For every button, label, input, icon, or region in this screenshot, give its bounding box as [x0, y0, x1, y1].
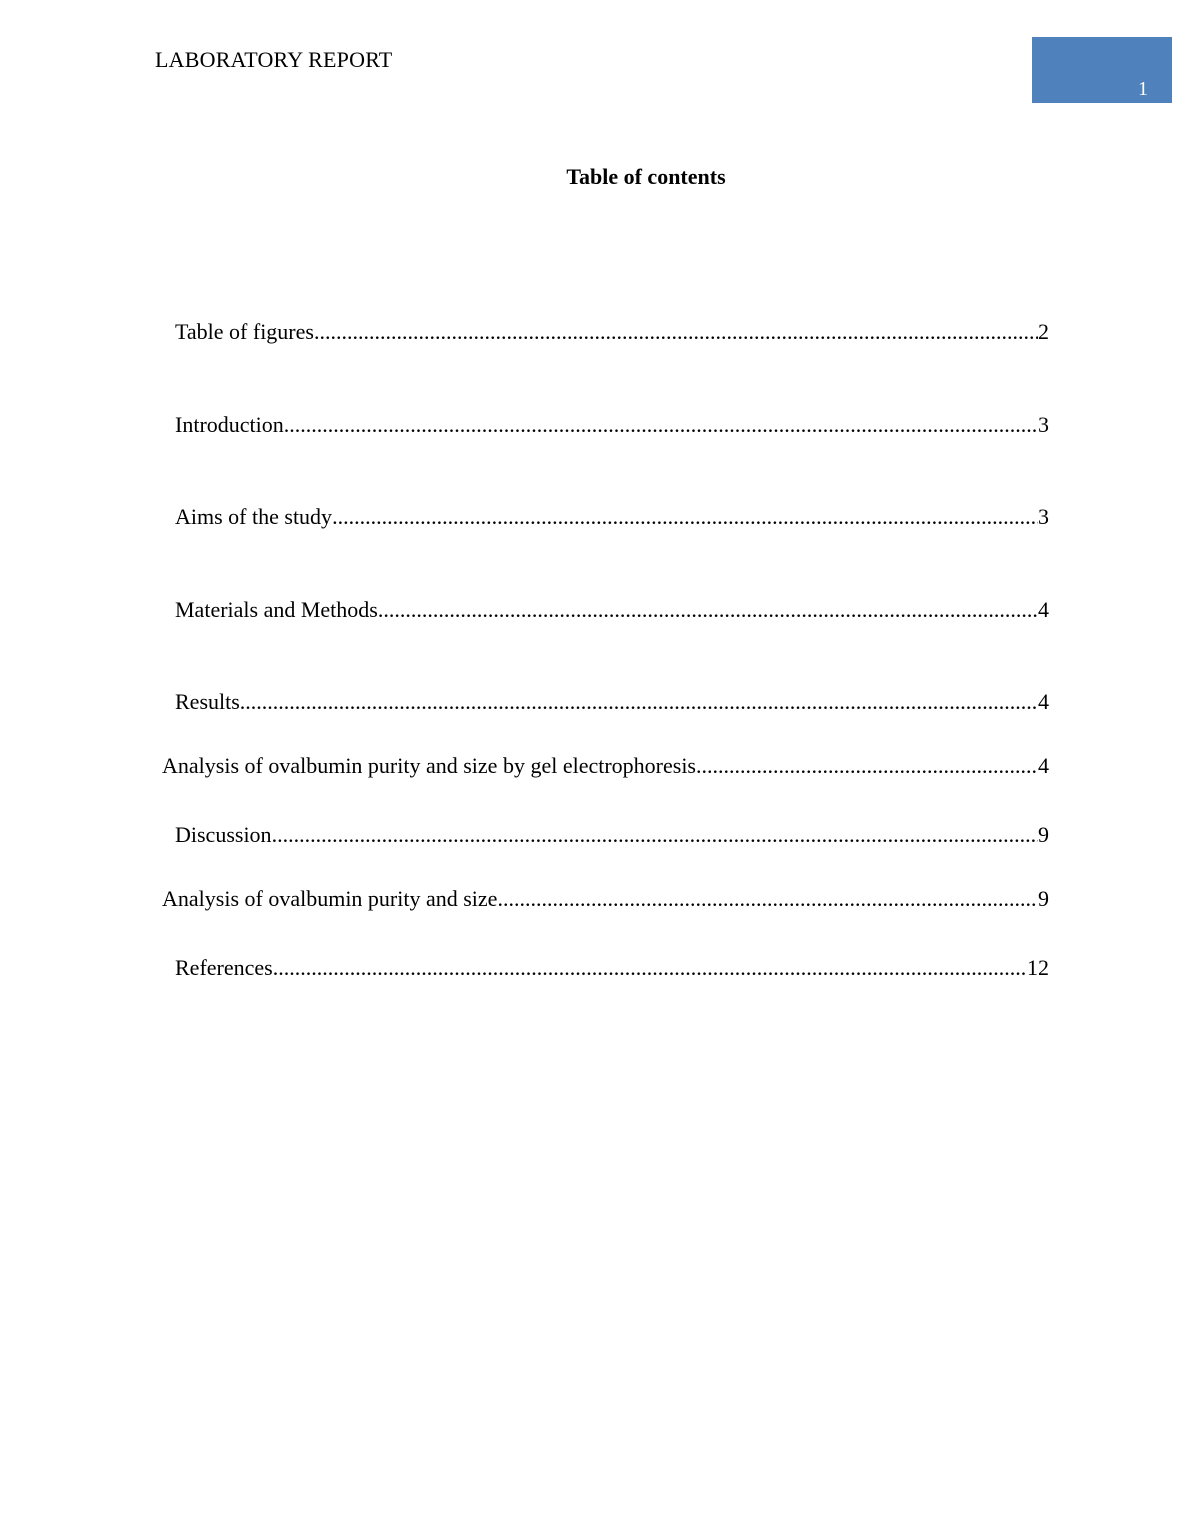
toc-dot-leader	[696, 752, 1038, 780]
toc-entry-page: 12	[1027, 955, 1049, 980]
toc-dot-leader	[314, 318, 1038, 346]
toc-entry-results[interactable]	[175, 688, 1049, 716]
page-number: 1	[1138, 78, 1148, 100]
toc-dot-leader	[240, 688, 1038, 716]
toc-entry-references[interactable]	[175, 954, 1049, 982]
toc-entry-table-of-figures[interactable]	[175, 318, 1049, 346]
toc-entry-page: 4	[1038, 597, 1049, 622]
toc-dot-leader	[332, 503, 1038, 531]
toc-entry-aims-of-the-study[interactable]	[175, 503, 1049, 531]
toc-dot-leader	[497, 885, 1038, 913]
toc-entry-label: Introduction	[175, 412, 284, 437]
toc-entry-label: Discussion	[175, 822, 272, 847]
toc-entry-label: Results	[175, 689, 240, 714]
toc-entry-page: 4	[1038, 689, 1049, 714]
toc-entry-page: 3	[1038, 412, 1049, 437]
toc-dot-leader	[273, 954, 1027, 982]
toc-dot-leader	[378, 596, 1038, 624]
toc-entry-label: Analysis of ovalbumin purity and size by gel electrophoresis	[162, 753, 696, 778]
toc-entry-materials-and-methods[interactable]	[175, 596, 1049, 624]
toc-entry-analysis-gel-electrophoresis[interactable]	[162, 752, 1049, 780]
toc-entry-page: 9	[1038, 886, 1049, 911]
toc-entry-label: Materials and Methods	[175, 597, 378, 622]
toc-dot-leader	[284, 411, 1038, 439]
toc-entry-label: Analysis of ovalbumin purity and size	[162, 886, 498, 911]
toc-heading: Table of contents	[566, 164, 726, 189]
page-number-box	[1032, 37, 1172, 103]
toc-entry-label: Aims of the study	[175, 504, 333, 529]
toc-entry-introduction[interactable]	[175, 411, 1049, 439]
toc-entry-label: References	[175, 955, 273, 980]
toc-entry-page: 3	[1038, 504, 1049, 529]
toc-entry-page: 9	[1038, 822, 1049, 847]
header-title: LABORATORY REPORT	[155, 47, 393, 72]
toc-dot-leader	[272, 821, 1038, 849]
toc-entry-page: 4	[1038, 753, 1049, 778]
toc-entry-page: 2	[1038, 319, 1049, 344]
toc-entry-analysis-purity-and-size[interactable]	[162, 885, 1049, 913]
toc-entry-label: Table of figures	[175, 319, 314, 344]
toc-entry-discussion[interactable]	[175, 821, 1049, 849]
